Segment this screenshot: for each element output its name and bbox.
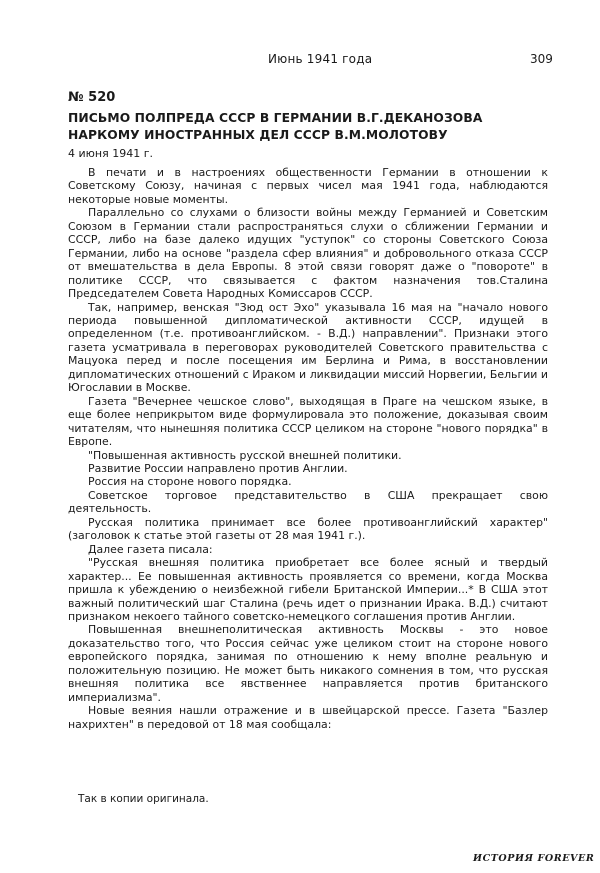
page-number: 309 bbox=[530, 52, 553, 66]
document-title-line: ПИСЬМО ПОЛПРЕДА СССР В ГЕРМАНИИ В.Г.ДЕКАНОЗОВА bbox=[68, 111, 483, 125]
body-paragraph: Далее газета писала: bbox=[88, 542, 213, 556]
body-paragraph: "Повышенная активность русской внешней политики. bbox=[88, 448, 402, 462]
document-date: 4 июня 1941 г. bbox=[68, 147, 153, 160]
document-number: № 520 bbox=[68, 90, 116, 105]
body-paragraph: Параллельно со слухами о близости войны между Германией и Советским Союзом в Германии стали распространяться слухи о сближении Германии и СССР, либо на базе далеко идущих "уступок" со стороны Советского Союза Германии, либо на основе "раздела сфер влияния" и добровольного отказа СССР от вмешательства в дела Европы. 8 этой связи говорят даже о "повороте" в политике СССР, что связывается с фактом назначения тов.Сталина Председателем Совета Народных Комиссаров СССР. bbox=[68, 206, 548, 301]
body-paragraph: Россия на стороне нового порядка. bbox=[88, 475, 292, 489]
body-paragraph: Русская политика принимает все более противоанглийский характер" (заголовок к статье этой газеты от 28 мая 1941 г.). bbox=[68, 515, 548, 543]
footnote: Так в копии оригинала. bbox=[78, 793, 209, 805]
body-paragraph: Так, например, венская "Зюд ост Эхо" указывала 16 мая на "начало нового периода повышенной дипломатической активности СССР, идущей в определенном (т.е. противоанглийском. - В.Д.) направлении". Признаки этого газета усматривала в переговорах руководителей Советского правительства с Мацуока перед и после посещения им Берлина и Рима, в восстановлении дипломатических отношений с Ираком и ликвидации миссий Норвегии, Бельгии и Югославии в Москве. bbox=[68, 300, 548, 395]
running-header bbox=[0, 52, 600, 72]
body-paragraph: Развитие России направлено против Англии. bbox=[88, 461, 348, 475]
running-title: Июнь 1941 года bbox=[268, 52, 373, 66]
body-paragraph: Повышенная внешнеполитическая активность Москвы - это новое доказательство того, что Россия сейчас уже целиком стоит на стороне нового европейского порядка, занимая по отношению к нему вполне реальную и положительную позицию. Не может быть никакого сомнения в том, что русская внешняя политика все явственнее направляется против британского империализма". bbox=[68, 623, 548, 704]
watermark-logo: ИСТОРИЯ FOREVER bbox=[473, 853, 595, 864]
body-paragraph: В печати и в настроениях общественности Германии в отношении к Советскому Союзу, начиная с первых чисел мая 1941 года, наблюдаются некоторые новые моменты. bbox=[68, 166, 548, 206]
document-title-line: НАРКОМУ ИНОСТРАННЫХ ДЕЛ СССР В.М.МОЛОТОВУ bbox=[68, 128, 448, 142]
body-paragraph: "Русская внешняя политика приобретает все более ясный и твердый характер... Ее повышенная активность проявляется со времени, когда Москва пришла к убеждению о неизбежной гибели Британской Империи...* В США этот важный политический шаг Сталина (речь идет о признании Ирака. В.Д.) считают признаком некоего тайного советско-немецкого соглашения против Англии. bbox=[68, 556, 548, 623]
document-body bbox=[68, 166, 548, 731]
body-paragraph: Новые веяния нашли отражение и в швейцарской прессе. Газета "Базлер нахрихтен" в передовой от 18 мая сообщала: bbox=[68, 704, 548, 731]
document-title bbox=[68, 110, 538, 144]
body-paragraph: Газета "Вечернее чешское слово", выходящая в Праге на чешском языке, в еще более неприкрытом виде формулировала это положение, доказывая своим читателям, что нынешняя политика СССР целиком на стороне "нового порядка" в Европе. bbox=[68, 394, 548, 449]
body-paragraph: Советское торговое представительство в США прекращает свою деятельность. bbox=[68, 488, 548, 516]
